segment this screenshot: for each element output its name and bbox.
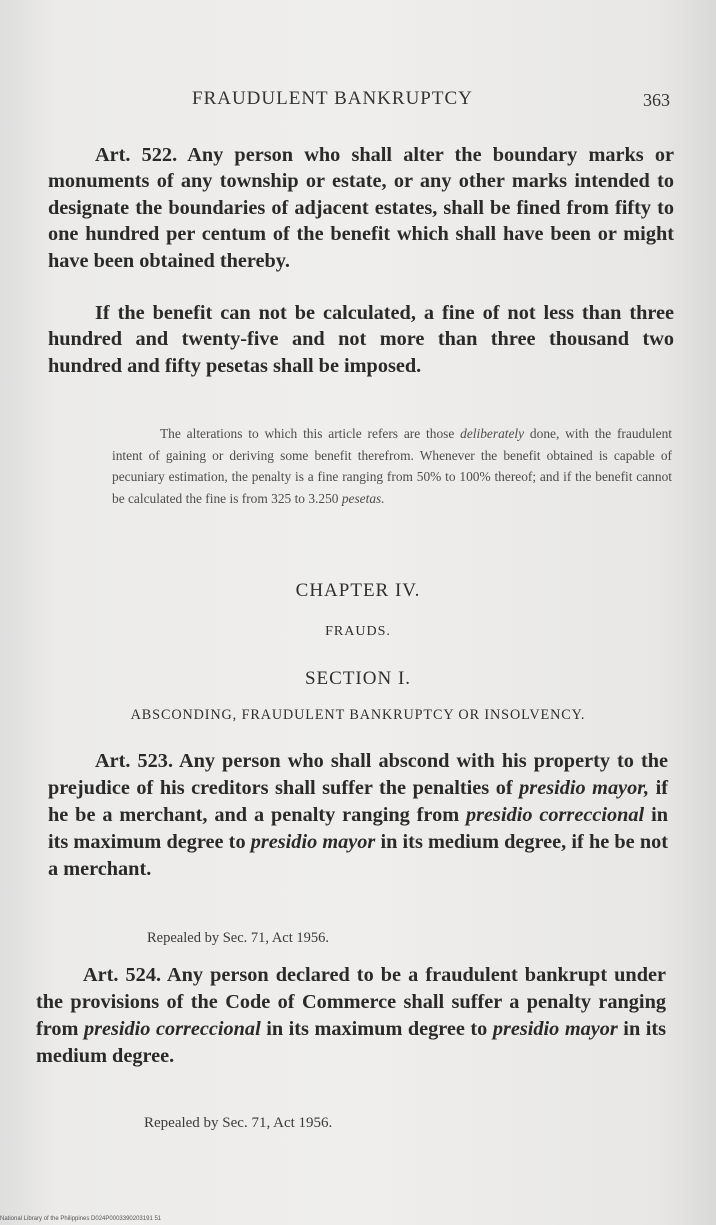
annotation-text-2: done, with the fraudulent intent of gaining or deriving some benefit therefrom. Whenever the benefit obtained is capable of pecuniary estimation, the penalty is a fine ranging from 50% to 100% thereof; and if the benefit cannot be calculated the fine is from 325 to 3.250 (112, 426, 673, 506)
art-523-text-4: in its medium degree, if he be not a merchant. (48, 831, 668, 880)
section-title: SECTION I. (304, 668, 412, 689)
art-523-text-3: in its maximum degree to (48, 804, 668, 853)
art-524-text-3: in its medium degree. (36, 1018, 667, 1067)
art-524-paragraph (36, 962, 666, 1070)
art-523-emphasis-2: presidio correccional (466, 804, 645, 826)
art-524-text-2: in its maximum degree to (260, 1018, 493, 1040)
annotation-emphasis-1: deliberately (460, 426, 525, 441)
running-head-title: FRAUDULENT BANKRUPTCY (192, 88, 473, 109)
art-523-emphasis-1: presidio mayor, (519, 777, 650, 799)
chapter-subtitle: FRAUDS. (325, 624, 391, 639)
art-523-text-1: Art. 523. Any person who shall abscond with his property to the prejudice of his creditors shall suffer the penalties of (48, 750, 668, 799)
section-subtitle: ABSCONDING, FRAUDULENT BANKRUPTCY OR INSOLVENCY. (130, 707, 586, 723)
art-524-emphasis-2: presidio mayor (492, 1018, 618, 1040)
running-head (0, 88, 716, 114)
art-522-paragraph: Art. 522. Any person who shall alter the boundary marks or monuments of any township or estate, or any other marks intended to designate the boundaries of adjacent estates, shall be fined from fifty to one hundred per centum of the benefit which shall have been or might have been obtained thereby. (48, 144, 674, 272)
art-522-second-paragraph: If the benefit can not be calculated, a fine of not less than three hundred and twenty-five and not more than three thousand two hundred and fifty pesetas shall be imposed. (48, 302, 674, 377)
annotation-text-1: The alterations to which this article refers are those (160, 426, 461, 441)
chapter-title: CHAPTER IV. (295, 580, 421, 601)
page-number: 363 (643, 90, 670, 110)
art-524-text-1: Art. 524. Any person declared to be a fraudulent bankrupt under the provisions of the Code of Commerce shall suffer a penalty ranging from (36, 964, 666, 1040)
art-523-text-2: if he be a merchant, and a penalty ranging from (48, 777, 668, 826)
art-523-emphasis-3: presidio mayor (250, 831, 376, 853)
art-523-repealed-note: Repealed by Sec. 71, Act 1956. (147, 930, 330, 946)
art-524-emphasis-1: presidio correccional (83, 1018, 261, 1040)
art-524-repealed-note: Repealed by Sec. 71, Act 1956. (144, 1115, 333, 1131)
art-522-annotation (112, 423, 672, 509)
art-523-paragraph (48, 748, 668, 883)
scan-footer: National Library of the Philippines D024P0003390203191 51 (0, 1216, 162, 1222)
annotation-emphasis-2: pesetas. (341, 490, 385, 506)
